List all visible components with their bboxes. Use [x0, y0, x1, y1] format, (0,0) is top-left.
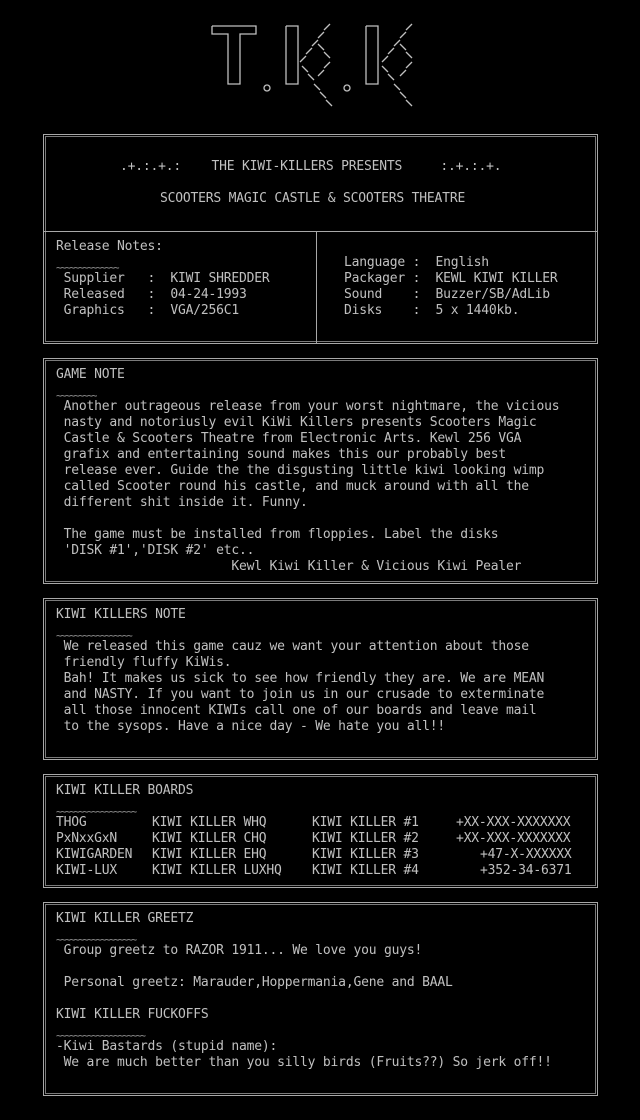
game-note-underline: ~~~~~~~~~ [56, 391, 96, 402]
board-phone: +352-34-6371 [480, 863, 572, 878]
release-released: Released : 04-24-1993 [56, 287, 247, 302]
killers-note-line: all those innocent KIWIs call one of our boards and leave mail [56, 703, 537, 718]
release-packager: Packager : KEWL KIWI KILLER [344, 271, 558, 286]
board-node: KIWI KILLER #4 [312, 863, 419, 878]
board-phone: +47-X-XXXXXX [480, 847, 572, 862]
board-phone: +XX-XXX-XXXXXXX [456, 815, 571, 830]
killers-note-underline: ~~~~~~~~~~~~~~~~~ [56, 631, 132, 642]
header-divider [44, 231, 597, 232]
game-title-line: SCOOTERS MAGIC CASTLE & SCOOTERS THEATRE [160, 191, 466, 206]
board-name: PxNxxGxN [56, 831, 118, 846]
board-role: KIWI KILLER LUXHQ [152, 863, 282, 878]
tkk-ascii-logo-icon [200, 14, 430, 114]
release-language: Language : English [344, 255, 489, 270]
release-column-divider [316, 232, 317, 343]
boards-title: KIWI KILLER BOARDS [56, 783, 194, 798]
game-note-line: Another outrageous release from your worst nightmare, the vicious [56, 399, 560, 414]
board-phone: +XX-XXX-XXXXXXX [456, 831, 571, 846]
boards-underline: ~~~~~~~~~~~~~~~~~~ [56, 807, 136, 818]
fuckoff-target: -Kiwi Bastards (stupid name): [56, 1039, 278, 1054]
release-graphics: Graphics : VGA/256C1 [56, 303, 240, 318]
presents-line: .+.:.+.: THE KIWI-KILLERS PRESENTS :.+.:.+. [120, 159, 502, 174]
killers-note-line: We released this game cauz we want your attention about those [56, 639, 529, 654]
game-note-line: 'DISK #1','DISK #2' etc.. [56, 543, 255, 558]
game-note-line: called Scooter round his castle, and muck around with all the [56, 479, 529, 494]
killers-note-line: friendly fluffy KiWis. [56, 655, 232, 670]
release-disks: Disks : 5 x 1440kb. [344, 303, 520, 318]
greetz-title: KIWI KILLER GREETZ [56, 911, 194, 926]
group-greetz: Group greetz to RAZOR 1911... We love you guys! [56, 943, 423, 958]
board-name: KIWI-LUX [56, 863, 118, 878]
board-name: KIWIGARDEN [56, 847, 133, 862]
game-note-line: release ever. Guide the the disgusting little kiwi looking wimp [56, 463, 545, 478]
game-note-line: Castle & Scooters Theatre from Electronic Arts. Kewl 256 VGA [56, 431, 522, 446]
fuckoff-message: We are much better than you silly birds (Fruits??) So jerk off!! [56, 1055, 552, 1070]
release-supplier: Supplier : KIWI SHREDDER [56, 271, 270, 286]
board-role: KIWI KILLER WHQ [152, 815, 267, 830]
personal-greetz: Personal greetz: Marauder,Hoppermania,Gene and BAAL [56, 975, 453, 990]
game-note-line: The game must be installed from floppies. Label the disks [56, 527, 499, 542]
board-node: KIWI KILLER #2 [312, 831, 419, 846]
killers-note-title: KIWI KILLERS NOTE [56, 607, 186, 622]
board-name: THOG [56, 815, 87, 830]
board-role: KIWI KILLER CHQ [152, 831, 267, 846]
release-sound: Sound : Buzzer/SB/AdLib [344, 287, 550, 302]
fuckoffs-underline: ~~~~~~~~~~~~~~~~~~~~ [56, 1031, 145, 1042]
game-note-line: grafix and entertaining sound makes this our probably best [56, 447, 506, 462]
killers-note-line: and NASTY. If you want to join us in our crusade to exterminate [56, 687, 545, 702]
board-node: KIWI KILLER #1 [312, 815, 419, 830]
game-note-signature: Kewl Kiwi Killer & Vicious Kiwi Pealer [56, 559, 522, 574]
greetz-underline: ~~~~~~~~~~~~~~~~~~ [56, 935, 136, 946]
release-notes-underline: ~~~~~~~~~~~~~~ [56, 263, 118, 274]
fuckoffs-title: KIWI KILLER FUCKOFFS [56, 1007, 209, 1022]
game-note-line: different shit inside it. Funny. [56, 495, 308, 510]
killers-note-line: to the sysops. Have a nice day - We hate you all!! [56, 719, 445, 734]
board-node: KIWI KILLER #3 [312, 847, 419, 862]
board-role: KIWI KILLER EHQ [152, 847, 267, 862]
game-note-title: GAME NOTE [56, 367, 125, 382]
killers-note-line: Bah! It makes us sick to see how friendly they are. We are MEAN [56, 671, 545, 686]
release-notes-label: Release Notes: [56, 239, 163, 254]
game-note-line: nasty and notoriusly evil KiWi Killers presents Scooters Magic [56, 415, 537, 430]
